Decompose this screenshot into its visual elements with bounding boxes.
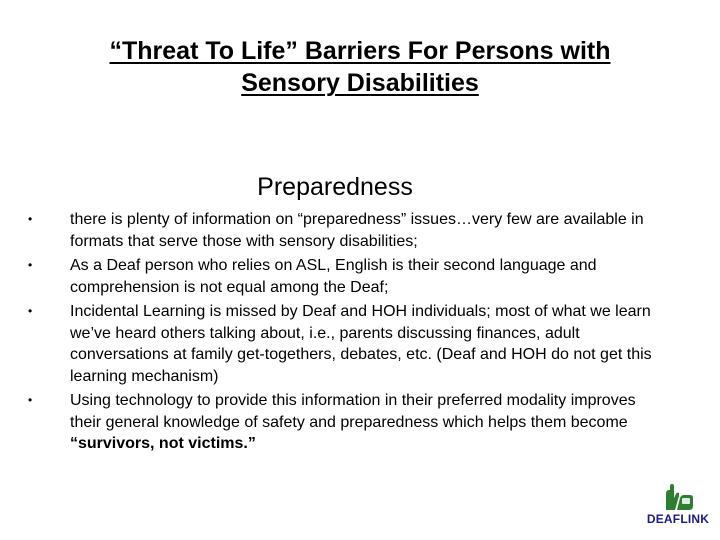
deaflink-logo: [646, 484, 710, 528]
title-line-2: Sensory Disabilities: [241, 69, 479, 97]
logo-text: DEAFLINK: [646, 512, 710, 526]
bullet-emphasis: “survivors, not victims.”: [70, 435, 256, 452]
bullet-text: Incidental Learning is missed by Deaf and HOH individuals; most of what we learn we’ve heard others talking about, i.e., parents discussing finances, adult conversations at family get-togethers, debates, etc. (Deaf and HOH do not get this learning mechanism): [70, 303, 652, 385]
bullet-text: there is plenty of information on “preparedness” issues…very few are available in formats that serve those with sensory disabilities;: [70, 211, 644, 250]
bullet-text: As a Deaf person who relies on ASL, English is their second language and comprehension is not equal among the Deaf;: [70, 257, 597, 296]
bullet-marker: •: [28, 304, 33, 318]
bullet-text: Using technology to provide this information in their preferred modality improves their general knowledge of safety and preparedness which helps them become: [70, 392, 636, 431]
bullet-item: [28, 209, 668, 252]
slide-title: [40, 35, 680, 99]
bullet-list: [28, 209, 668, 458]
title-line-1: “Threat To Life” Barriers For Persons with: [109, 37, 611, 65]
slide-subtitle: Preparedness: [257, 173, 413, 201]
bullet-item: [28, 390, 668, 455]
hands-icon: [660, 484, 696, 512]
bullet-marker: •: [28, 258, 33, 272]
bullet-item: [28, 255, 668, 298]
bullet-item: [28, 301, 668, 387]
bullet-marker: •: [28, 393, 33, 407]
bullet-marker: •: [28, 212, 33, 226]
